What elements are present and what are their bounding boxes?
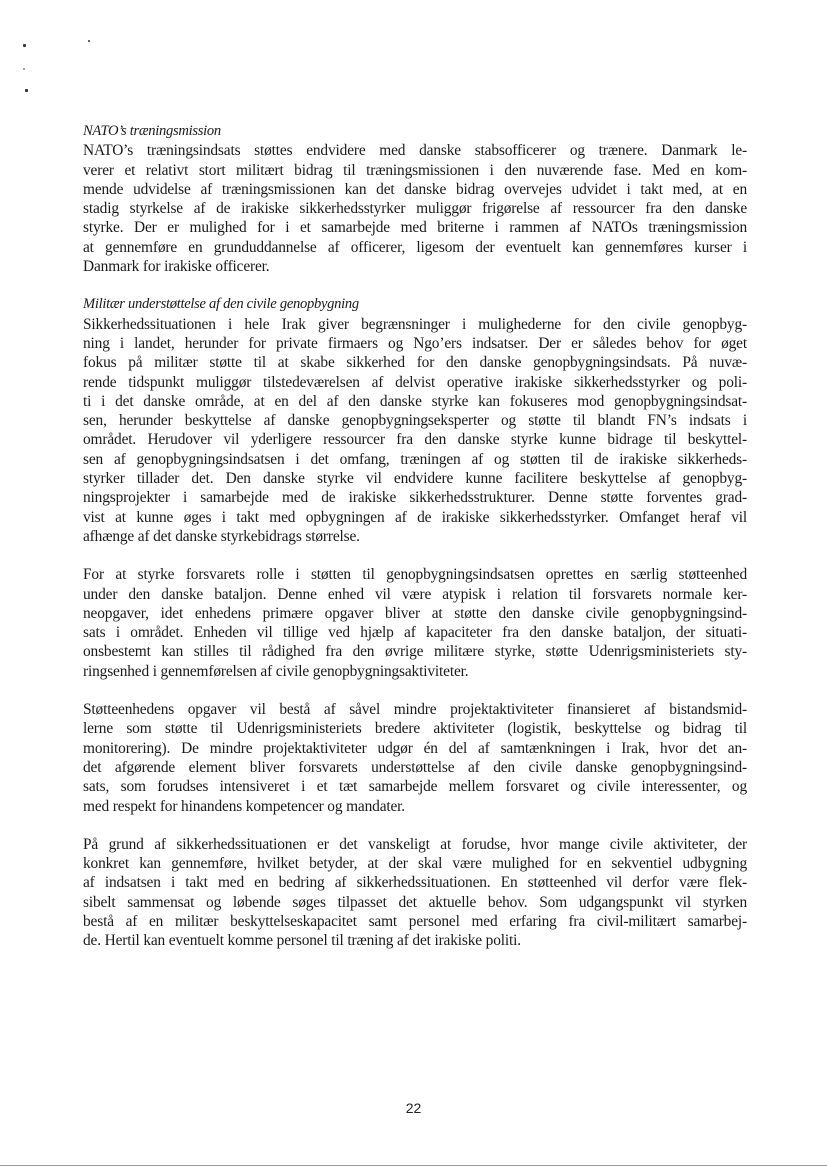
paragraph-line: sibelt sammensat og løbende søges tilpasset det aktuelle behov. Som udgangspunkt vil styrken: [83, 893, 747, 911]
paragraph-line: Danmark for irakiske officerer.: [83, 258, 270, 276]
paragraph-line: med respekt for hinandens kompetencer og mandater.: [83, 797, 406, 815]
paragraph-line: sats, som forudses intensiveret i et tæt samarbejde mellem forsvaret og civile interessenter, og: [83, 778, 747, 796]
document-body: [83, 122, 747, 970]
paragraph-line: styrker tillader det. Den danske styrke vil endvidere kunne facilitere beskyttelse af genopbyg-: [83, 470, 747, 488]
scan-speck: [88, 40, 90, 42]
paragraph-line: ningsprojekter i samarbejde med de irakiske sikkerhedsstrukturer. Denne støtte forventes grad-: [83, 489, 747, 507]
paragraph-security-situation: [83, 835, 747, 951]
scan-speck: [23, 44, 26, 47]
paragraph-line: verer et relativt stort militært bidrag til træningsmissionen i den nuværende fase. Med en kom-: [83, 161, 747, 179]
paragraph-line: området. Herudover vil yderligere ressourcer fra den danske styrke kunne bidrage til beskyttel-: [83, 431, 747, 449]
section-nato-training-mission: [83, 122, 747, 276]
paragraph-line: sen af genopbygningsindsatsen i det omfang, træningen af og støtten til de irakiske sikkerheds-: [83, 450, 747, 468]
paragraph-line: ning i landet, herunder for private firmaers og Ngo’ers indsatser. Der er således behov for øget: [83, 334, 747, 352]
paragraph-line: lerne som støtte til Udenrigsministeriets bredere aktiviteter (logistik, beskyttelse og bidrag til: [83, 720, 747, 738]
paragraph-line: konkret kan gennemføre, hvilket betyder, at der skal være mulighed for en sekventiel udbygning: [83, 855, 747, 873]
paragraph-line: NATO’s træningsindsats støttes endvidere med danske stabsofficerer og trænere. Danmark le-: [83, 142, 747, 160]
paragraph-support-unit: [83, 565, 747, 681]
paragraph-line: det afgørende element bliver forsvarets understøttelse af den civile danske genopbygningsind-: [83, 758, 747, 776]
paragraph-line: neopgaver, idet enhedens primære opgaver bliver at støtte den danske civile genopbygningsind-: [83, 604, 747, 622]
paragraph-support-unit-tasks: [83, 700, 747, 816]
paragraph-line: sen, herunder beskyttelse af danske genopbygningseksperter og støtte til blandt FN’s indsats i: [83, 412, 747, 430]
footer-rule: [0, 1165, 827, 1166]
paragraph-line: onsbestemt kan stilles til rådighed fra den øvrige militære styrke, støtte Udenrigsministeriets sty-: [83, 643, 747, 661]
paragraph-line: de. Hertil kan eventuelt komme personel til træning af det irakiske politi.: [83, 932, 521, 950]
paragraph-line: under den danske bataljon. Denne enhed vil være atypisk i relation til forsvarets normale ker-: [83, 585, 747, 603]
paragraph-line: fokus på militær støtte til at skabe sikkerhed for den danske genopbygningsindsats. På nuvæ-: [83, 354, 747, 372]
paragraph-line: Sikkerhedssituationen i hele Irak giver begrænsninger i mulighederne for den civile genopbyg-: [83, 315, 747, 333]
paragraph-line: vist at kunne øges i takt med opbygningen af de irakiske sikkerhedsstyrker. Omfanget heraf vil: [83, 508, 747, 526]
scan-speck: [23, 68, 25, 70]
section-heading: NATO’s træningsmission: [83, 123, 221, 139]
section-heading: Militær understøttelse af den civile genopbygning: [83, 296, 359, 313]
paragraph-line: bestå af en militær beskyttelseskapacitet samt personel med erfaring fra civil-militært samarbej-: [83, 912, 747, 930]
paragraph-line: stadig styrkelse af de irakiske sikkerhedsstyrker muliggør frigørelse af ressourcer fra den danske: [83, 200, 747, 218]
paragraph-line: afhænge af det danske styrkebidrags størrelse.: [83, 527, 360, 545]
paragraph-line: mende udvidelse af træningsmissionen kan det danske bidrag overvejes udvidet i takt med, at en: [83, 180, 747, 198]
paragraph-line: ringsenhed i gennemførelsen af civile genopbygningsaktiviteter.: [83, 662, 469, 680]
paragraph-line: at gennemføre en grunduddannelse af officerer, ligesom der eventuelt kan gennemføres kurser i: [83, 238, 747, 256]
paragraph-line: For at styrke forsvarets rolle i støtten til genopbygningsindsatsen oprettes en særlig støtteenhed: [83, 566, 747, 584]
scan-speck: [25, 89, 28, 92]
page-number: 22: [405, 1100, 422, 1116]
paragraph-line: ti i det danske område, at en del af den danske styrke kan fokuseres mod genopbygningsindsat-: [83, 392, 747, 410]
paragraph-line: rende tidspunkt muliggør tilstedeværelsen af delvist operative irakiske sikkerhedsstyrker og poli-: [83, 373, 747, 391]
section-military-support-civil-reconstruction: [83, 295, 747, 546]
paragraph-line: På grund af sikkerhedssituationen er det vanskeligt at forudse, hvor mange civile aktiviteter, der: [83, 835, 747, 853]
paragraph-line: af indsatsen i takt med en bedring af sikkerhedssituationen. En støtteenhed vil derfor være flek-: [83, 874, 747, 892]
paragraph-line: sats i området. Enheden vil tillige ved hjælp af kapaciteter fra den danske bataljon, der situati-: [83, 624, 747, 642]
paragraph-line: styrke. Der er mulighed for i et samarbejde med briterne i rammen af NATOs træningsmission: [83, 219, 747, 237]
paragraph-line: Støtteenhedens opgaver vil bestå af såvel mindre projektaktiviteter finansieret af bistandsmid-: [83, 701, 747, 719]
paragraph-line: monitorering). De mindre projektaktiviteter udgør én del af samtænkningen i Irak, hvor det an-: [83, 739, 747, 757]
